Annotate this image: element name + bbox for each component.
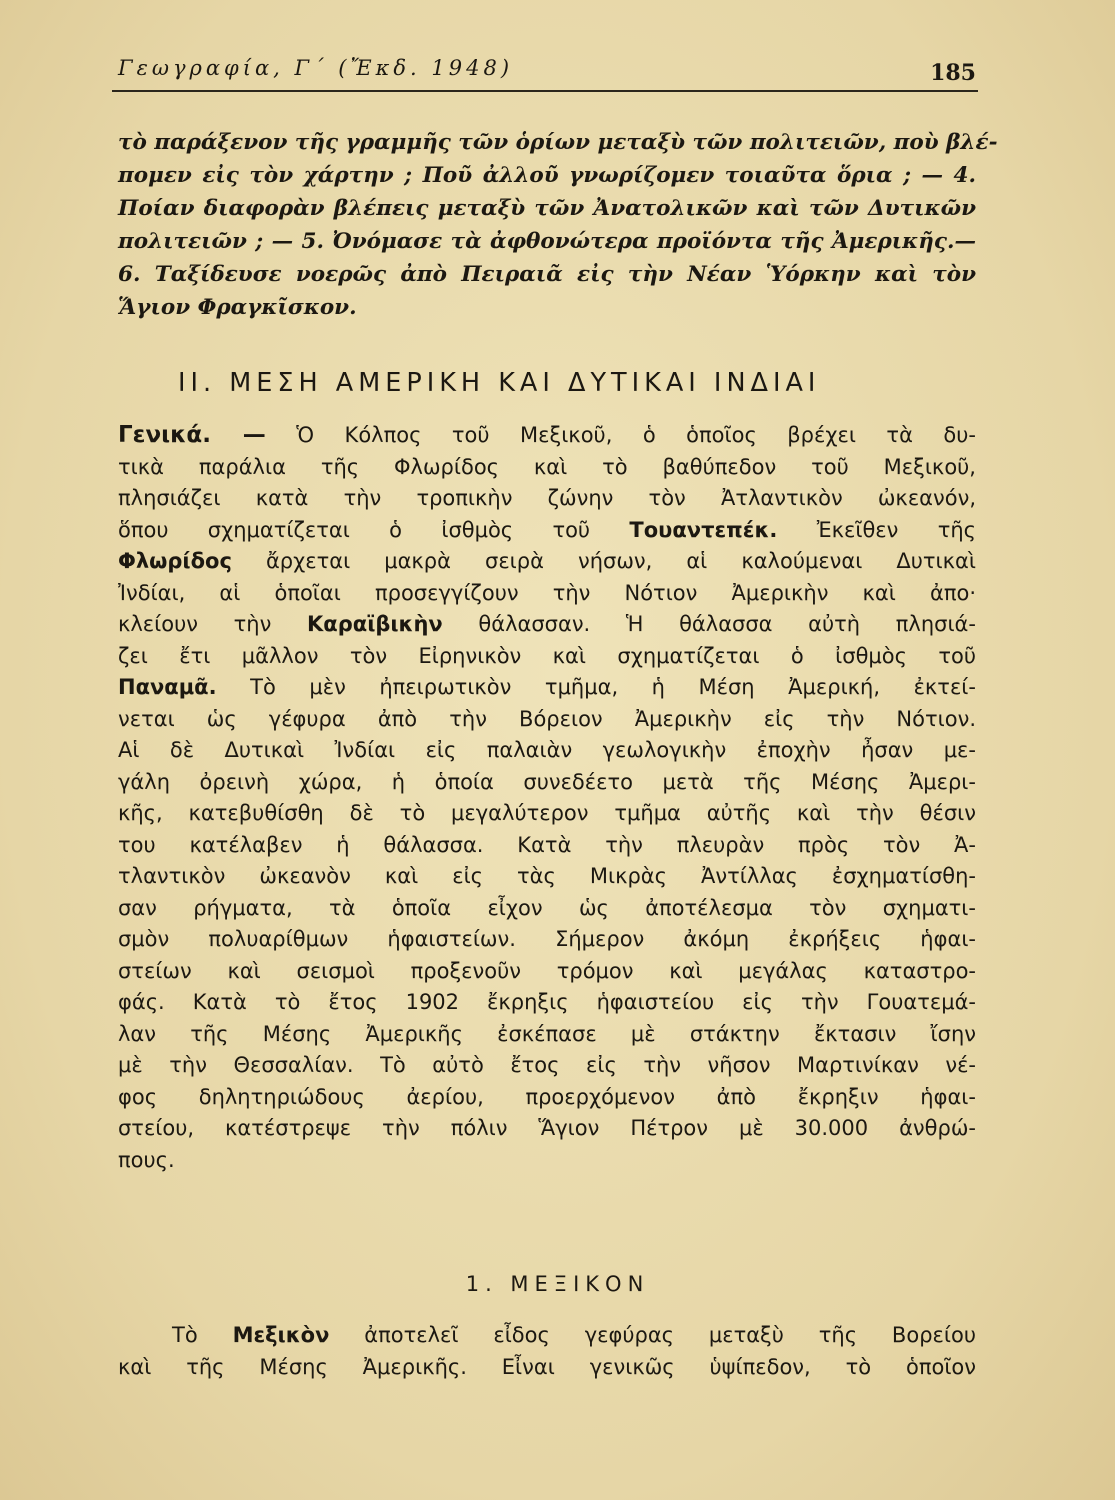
text-line: φάς. Κατὰ τὸ ἔτος 1902 ἔκρηξις ἡφαιστείου εἰς τὴν Γουατεμά- [118,990,976,1014]
text-line: κῆς, κατεβυθίσθη δὲ τὸ μεγαλύτερον τμῆμα αὐτῆς καὶ τὴν θέσιν [118,801,976,825]
place-name: Καραϊβικὴν [307,612,443,636]
text-line: Γενικά. — Ὁ Κόλπος τοῦ Μεξικοῦ, ὁ ὁποῖος βρέχει τὰ δυ- [118,422,976,448]
text-line: Ἰνδίαι, αἱ ὁποῖαι προσεγγίζουν τὴν Νότιον Ἀμερικὴν καὶ ἀπο· [118,580,976,605]
text-line: πολιτειῶν ; — 5. Ὀνόμασε τὰ ἀφθονώτερα προϊόντα τῆς Ἀμερικῆς.— [118,229,976,254]
page-number: 185 [930,60,976,86]
place-name: Φλωρίδος [118,549,232,573]
subsection-body [118,1320,976,1383]
place-name: Μεξικὸν [232,1323,330,1347]
text-line: πομεν εἰς τὸν χάρτην ; Ποῦ ἀλλοῦ γνωρίζομεν τοιαῦτα ὅρια ; — 4. [118,163,976,188]
subsection-title: 1. ΜΕΞΙΚΟΝ [465,1272,650,1296]
header-rule [112,90,978,92]
text-line: Ἅγιον Φραγκῖσκον. [118,295,357,320]
text-line: σμὸν πολυαρίθμων ἡφαιστείων. Σήμερον ἀκόμη ἐκρήξεις ἡφαι- [118,927,976,951]
text-line: ὅπου σχηματίζεται ὁ ἰσθμὸς τοῦ Τουαντεπέκ. Ἐκεῖθεν τῆς [118,517,976,542]
text-line: τικὰ παράλια τῆς Φλωρίδος καὶ τὸ βαθύπεδον τοῦ Μεξικοῦ, [118,454,976,479]
text-line: πους. [118,1147,175,1172]
text-line: καὶ τῆς Μέσης Ἀμερικῆς. Εἶναι γενικῶς ὑψίπεδον, τὸ ὁποῖον [118,1354,976,1379]
text-line: τλαντικὸν ὠκεανὸν καὶ εἰς τὰς Μικρὰς Ἀντίλλας ἐσχηματίσθη- [118,864,976,888]
text-line: στείου, κατέστρεψε τὴν πόλιν Ἅγιον Πέτρον μὲ 30.000 ἀνθρώ- [118,1116,976,1140]
text-line: Φλωρίδος ἄρχεται μακρὰ σειρὰ νήσων, αἱ καλούμεναι Δυτικαὶ [118,549,976,573]
text-line: φος δηλητηριώδους ἀερίου, προερχόμενον ἀπὸ ἔκρηξιν ἡφαι- [118,1084,976,1109]
text-line: λαν τῆς Μέσης Ἀμερικῆς ἐσκέπασε μὲ στάκτην ἔκτασιν ἴσην [118,1021,976,1046]
section-title: ΙΙ. ΜΕΣΗ ΑΜΕΡΙΚΗ ΚΑΙ ΔΥΤΙΚΑΙ ΙΝΔΙΑΙ [178,368,821,398]
text-line: 6. Ταξίδευσε νοερῶς ἀπὸ Πειραιᾶ εἰς τὴν Νέαν Ὑόρκην καὶ τὸν [118,262,976,287]
section-body [118,420,976,1176]
text-line: στείων καὶ σεισμοὶ προξενοῦν τρόμον καὶ μεγάλας καταστρο- [118,958,976,983]
text-line: πλησιάζει κατὰ τὴν τροπικὴν ζώνην τὸν Ἀτλαντικὸν ὠκεανόν, [118,486,976,510]
text-line: Παναμᾶ. Τὸ μὲν ἠπειρωτικὸν τμῆμα, ἡ Μέση Ἀμερική, ἐκτεί- [118,675,976,699]
text-line: σαν ρήγματα, τὰ ὁποῖα εἶχον ὡς ἀποτέλεσμα τὸν σχηματι- [118,895,976,920]
text-line: μὲ τὴν Θεσσαλίαν. Τὸ αὐτὸ ἔτος εἰς τὴν νῆσον Μαρτινίκαν νέ- [118,1053,976,1077]
text-line: τὸ παράξενον τῆς γραμμῆς τῶν ὁρίων μεταξὺ τῶν πολιτειῶν, ποὺ βλέ- [118,130,998,155]
text-line: ζει ἔτι μᾶλλον τὸν Εἰρηνικὸν καὶ σχηματίζεται ὁ ἰσθμὸς τοῦ [118,643,976,668]
place-name: Τουαντεπέκ. [629,517,778,542]
text-line: κλείουν τὴν Καραϊβικὴν θάλασσαν. Ἡ θάλασσα αὐτὴ πλησιά- [118,612,976,636]
text-line: Τὸ Μεξικὸν ἀποτελεῖ εἶδος γεφύρας μεταξὺ τῆς Βορείου [172,1323,976,1347]
text-line: Αἱ δὲ Δυτικαὶ Ἰνδίαι εἰς παλαιὰν γεωλογικὴν ἐποχὴν ἦσαν με- [118,738,976,762]
place-name: Παναμᾶ. [118,675,217,699]
text-line: του κατέλαβεν ἡ θάλασσα. Κατὰ τὴν πλευρὰν πρὸς τὸν Ἀ- [118,832,976,857]
text-line: Ποίαν διαφορὰν βλέπεις μεταξὺ τῶν Ἀνατολικῶν καὶ τῶν Δυτικῶν [118,196,976,221]
lead-word: Γενικά. — [118,422,266,448]
running-head: Γεωγραφία, Γ΄ (Ἔκδ. 1948) [118,56,514,80]
text-line: νεται ὡς γέφυρα ἀπὸ τὴν Βόρειον Ἀμερικὴν εἰς τὴν Νότιον. [118,706,976,731]
page-header [118,52,976,92]
exercise-paragraph [118,126,998,324]
text-line: γάλη ὀρεινὴ χώρα, ἡ ὁποία συνεδέετο μετὰ τῆς Μέσης Ἀμερι- [118,769,976,794]
